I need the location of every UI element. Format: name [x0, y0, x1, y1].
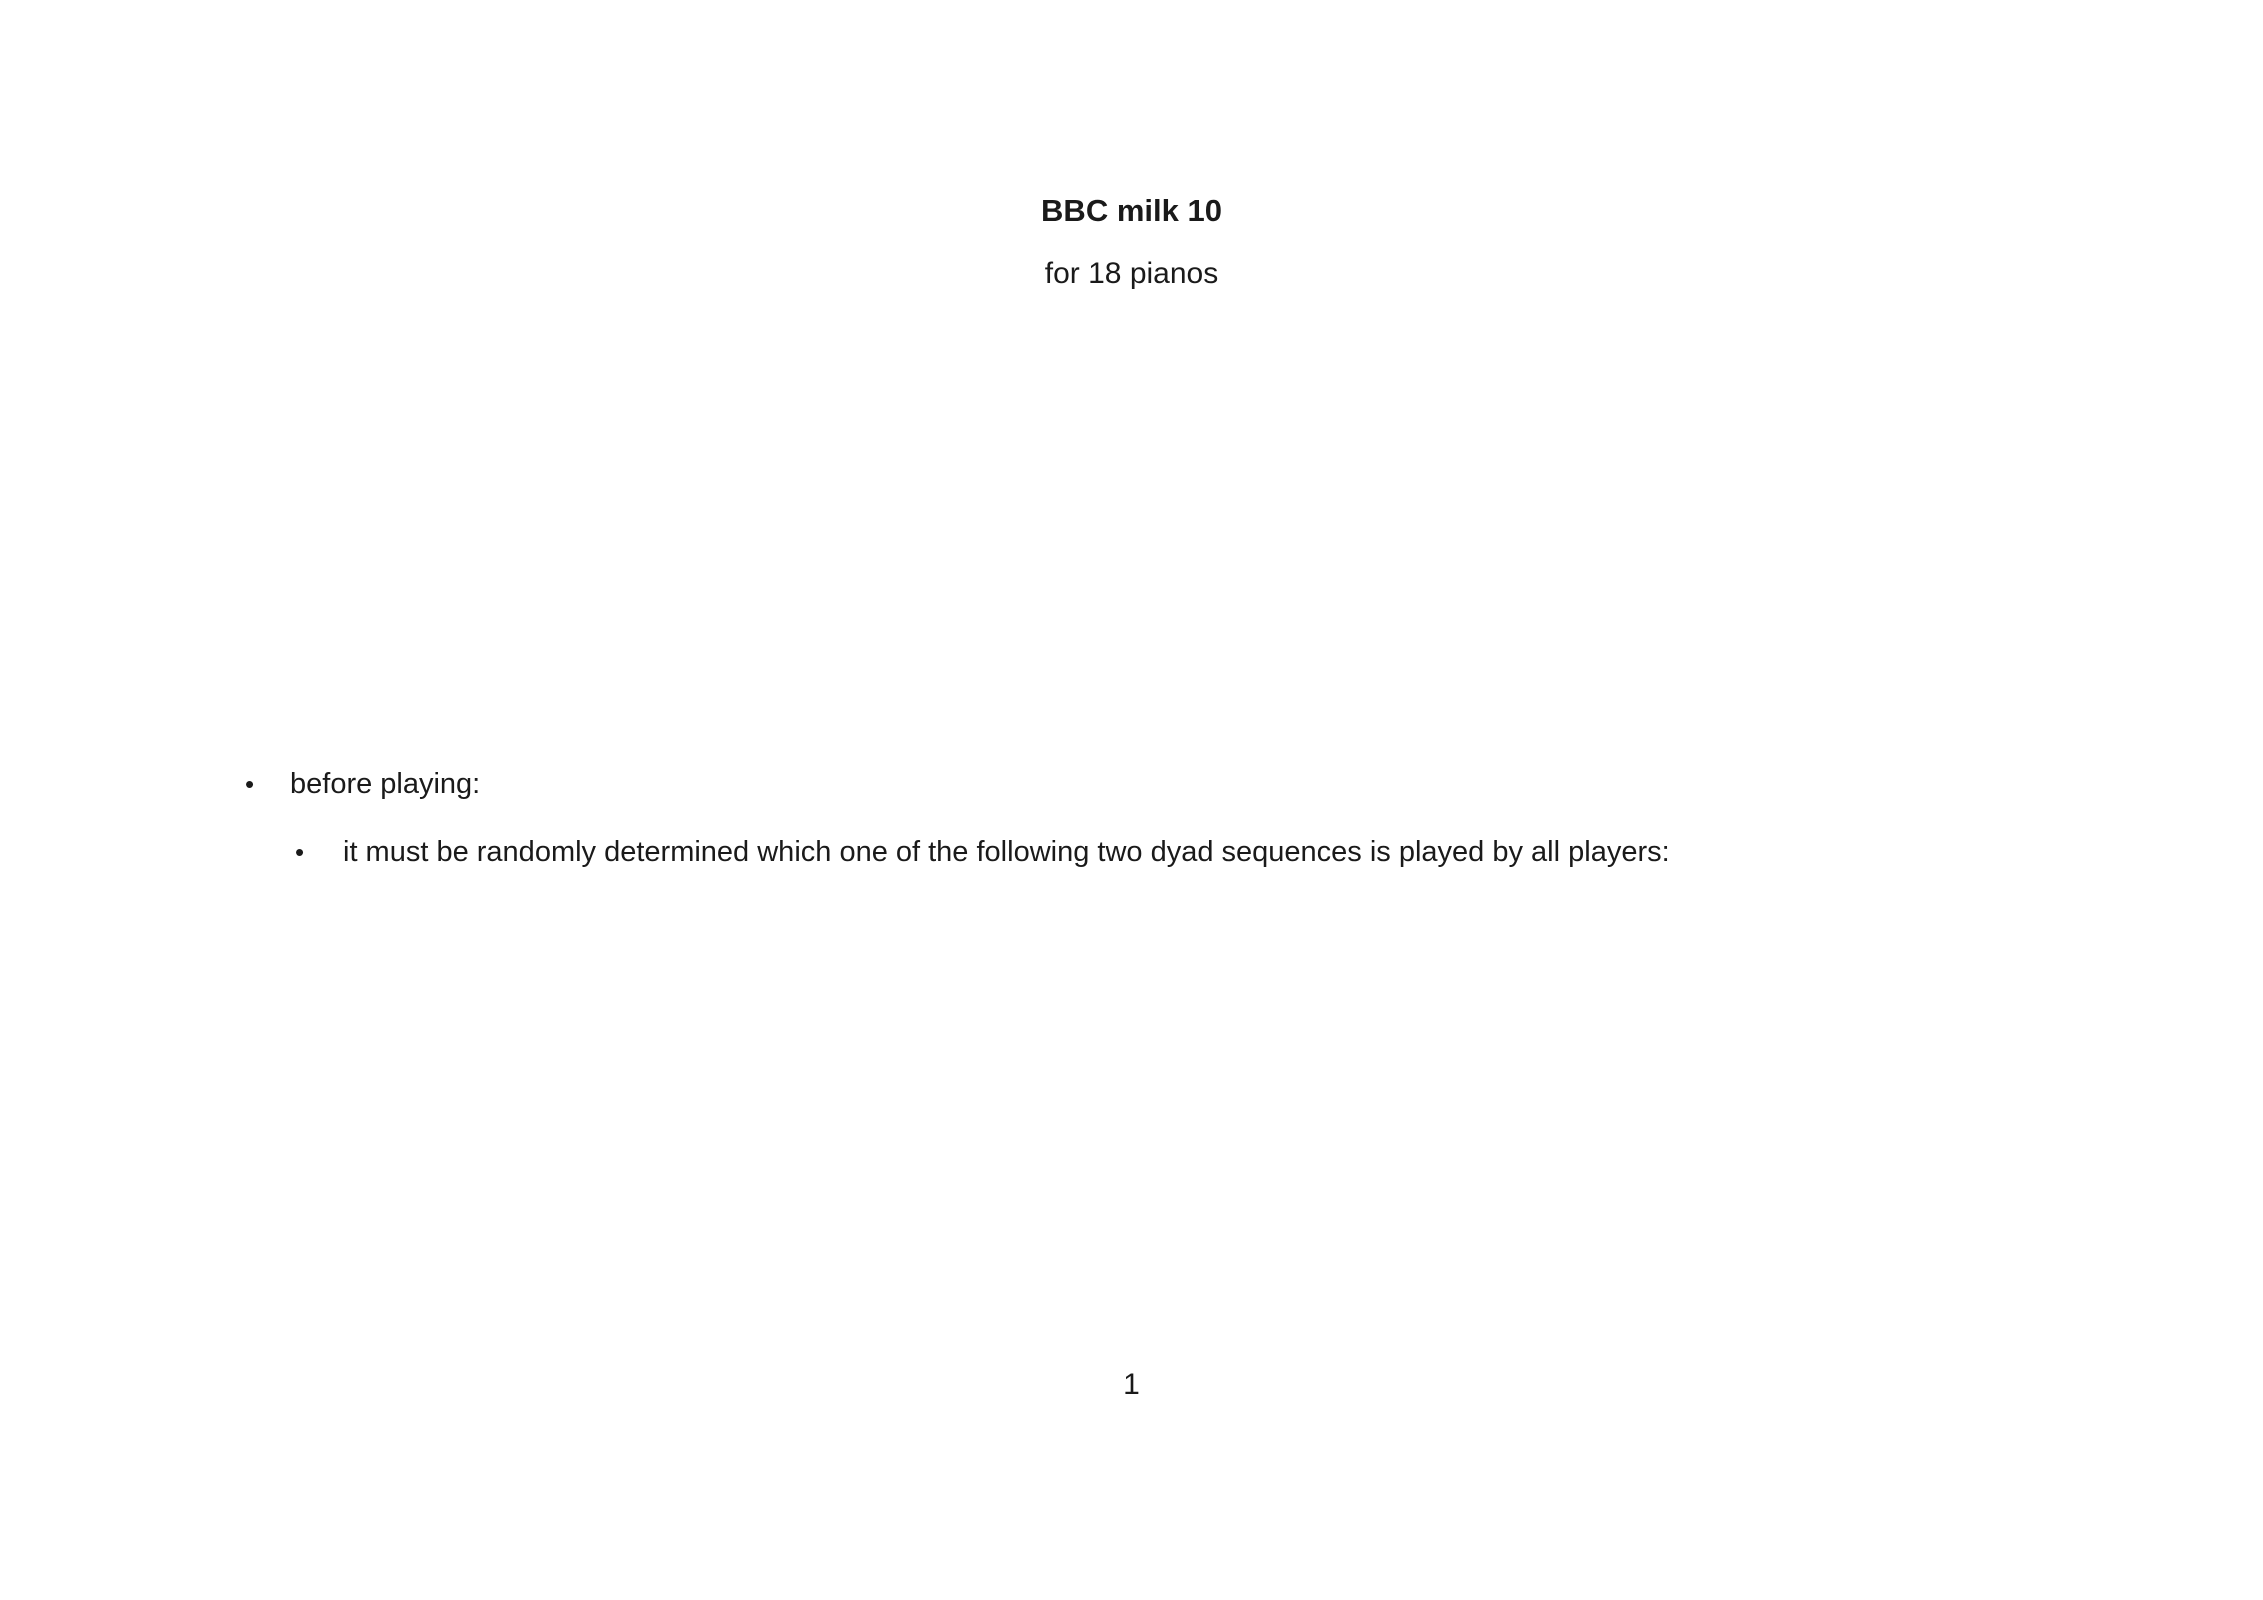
- document-subtitle: for 18 pianos: [1044, 257, 1219, 290]
- bullet-text: before playing:: [290, 768, 481, 800]
- bullet-item-dyad-sequence-rule: [295, 836, 1670, 869]
- document-title: BBC milk 10: [1041, 193, 1222, 228]
- bullet-icon: •: [245, 769, 255, 799]
- bullet-item-before-playing: [245, 768, 480, 801]
- page-number: 1: [1123, 1368, 1140, 1401]
- bullet-text: it must be randomly determined which one of the following two dyad sequences is played by all players:: [343, 836, 1670, 868]
- bullet-icon: •: [295, 837, 305, 867]
